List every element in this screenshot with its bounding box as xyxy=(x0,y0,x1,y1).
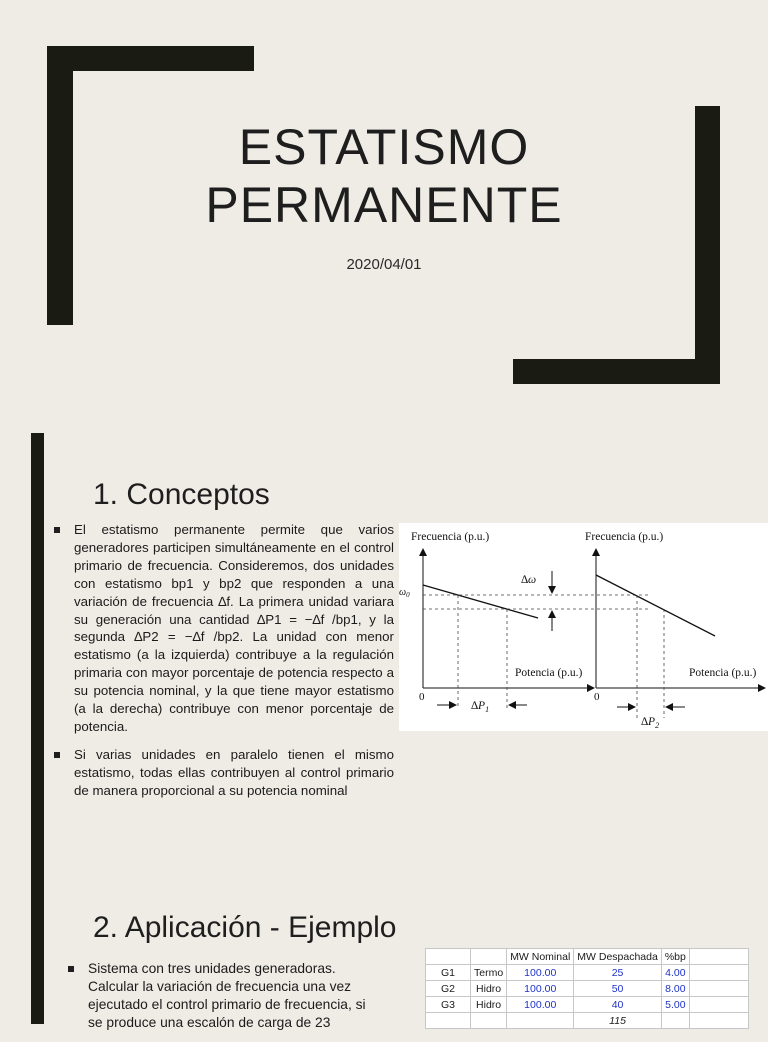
mw-despachada: 50 xyxy=(574,981,662,997)
table-empty-cell xyxy=(507,1013,574,1029)
left-droop-line xyxy=(423,585,538,618)
generator-id: G1 xyxy=(426,965,471,981)
table-total-row xyxy=(426,1013,749,1029)
delta-p2-label: $\Delta P_2$ xyxy=(641,716,660,730)
right-droop-line xyxy=(596,575,715,636)
concepts-bullet-list xyxy=(52,521,394,810)
mw-nominal: 100.00 xyxy=(507,997,574,1013)
generators-table xyxy=(425,948,749,1029)
table-row xyxy=(426,965,749,981)
percent-bp: 4.00 xyxy=(661,965,689,981)
table-empty-cell xyxy=(471,1013,507,1029)
table-header-cell: MW Nominal xyxy=(507,949,574,965)
mw-despachada-total: 115 xyxy=(574,1013,662,1029)
generator-type: Termo xyxy=(471,965,507,981)
frame-bottom-right-horizontal xyxy=(513,359,720,384)
table-empty-cell xyxy=(689,1013,748,1029)
right-ylabel: Frecuencia (p.u.) xyxy=(585,531,664,543)
generator-type: Hidro xyxy=(471,981,507,997)
concepts-heading: 1. Conceptos xyxy=(93,478,270,511)
left-xlabel: Potencia (p.u.) xyxy=(515,667,583,679)
slide-title xyxy=(0,118,768,234)
droop-diagram xyxy=(399,523,768,731)
table-row xyxy=(426,997,749,1013)
table-empty-cell xyxy=(689,997,748,1013)
table-empty-cell xyxy=(689,949,748,965)
slide-date: 2020/04/01 xyxy=(346,256,422,273)
frame-top-left-horizontal xyxy=(47,46,254,71)
table-header-cell: MW Despachada xyxy=(574,949,662,965)
right-origin: 0 xyxy=(594,691,600,703)
right-xlabel: Potencia (p.u.) xyxy=(689,667,757,679)
application-bullet-1: Sistema con tres unidades generadoras. Calcular la variación de frecuencia una vez ejecutado el control primario de frecuencia, si se produce una escalón de carga de 23 xyxy=(66,960,384,1032)
title-line-2: PERMANENTE xyxy=(205,177,563,233)
generator-id: G3 xyxy=(426,997,471,1013)
table-empty-cell xyxy=(426,1013,471,1029)
application-bullet-list xyxy=(66,960,384,1042)
table-header-cell xyxy=(426,949,471,965)
concepts-bullet-1: El estatismo permanente permite que varios generadores participen simultáneamente en el control primario de frecuencia. Consideremos, dos unidades con estatismo bp1 y bp2 que responden a una variación de frecuencia ∆f. La primera unidad variara su generación una cantidad ∆P1 = −∆f /bp1, y la segunda ∆P2 = −∆f /bp2. La unidad con menor estatismo (a la izquierda) contribuye a la regulación primaria con mayor porcentaje de potencia respecto a su potencia nominal, y la que tiene mayor estatismo (a la derecha) contribuye con menor porcentaje de potencia. xyxy=(52,521,394,736)
delta-p1-label: $\Delta P_1$ xyxy=(471,700,490,714)
table-header-row xyxy=(426,949,749,965)
mw-nominal: 100.00 xyxy=(507,965,574,981)
percent-bp: 8.00 xyxy=(661,981,689,997)
table-header-cell xyxy=(471,949,507,965)
table-empty-cell xyxy=(689,981,748,997)
concepts-bullet-2: Si varias unidades en paralelo tienen el mismo estatismo, todas ellas contribuyen al control primario de manera proporcional a su potencia nominal xyxy=(52,746,394,800)
left-origin: 0 xyxy=(419,691,425,703)
omega0-label: $\omega_0$ xyxy=(399,587,410,599)
mw-despachada: 40 xyxy=(574,997,662,1013)
application-heading: 2. Aplicación - Ejemplo xyxy=(93,911,397,944)
table-empty-cell xyxy=(689,965,748,981)
table-row xyxy=(426,981,749,997)
mw-despachada: 25 xyxy=(574,965,662,981)
percent-bp: 5.00 xyxy=(661,997,689,1013)
mw-nominal: 100.00 xyxy=(507,981,574,997)
table-header-cell: %bp xyxy=(661,949,689,965)
droop-characteristic-figure xyxy=(399,523,768,731)
content-left-accent-bar xyxy=(31,433,44,1024)
delta-omega-label: ∆ω xyxy=(521,574,537,586)
title-line-1: ESTATISMO xyxy=(238,119,530,175)
table-empty-cell xyxy=(661,1013,689,1029)
generator-type: Hidro xyxy=(471,997,507,1013)
generator-id: G2 xyxy=(426,981,471,997)
left-ylabel: Frecuencia (p.u.) xyxy=(411,531,490,543)
